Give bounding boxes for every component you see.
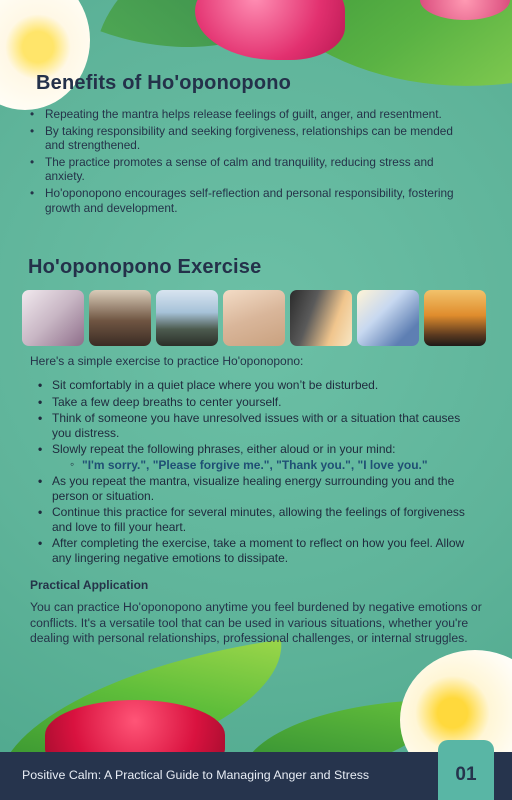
photo-silhouette-sunset: [424, 290, 486, 346]
practical-heading: Practical Application: [30, 578, 149, 592]
exercise-heading: Ho'oponopono Exercise: [28, 256, 262, 278]
photo-woman-praying: [357, 290, 419, 346]
step-text: Slowly repeat the following phrases, either aloud or in your mind:: [52, 442, 396, 457]
step-text: Continue this practice for several minutes, allowing the feelings of forgiveness and love to fill your heart.: [52, 505, 465, 534]
list-item: • By taking responsibility and seeking forgiveness, relationships can be mended and strengthened.: [30, 124, 470, 153]
list-item: [38, 505, 478, 534]
step-text: Sit comfortably in a quiet place where you won’t be disturbed.: [52, 378, 379, 392]
benefits-heading: Benefits of Ho'oponopono: [36, 72, 292, 94]
list-item: [38, 474, 478, 503]
step-text: Take a few deep breaths to center yourself.: [52, 394, 282, 409]
list-item: • The practice promotes a sense of calm and tranquility, reducing stress and anxiety.: [30, 155, 470, 184]
list-item: [38, 395, 478, 409]
list-item: • Repeating the mantra helps release feelings of guilt, anger, and resentment.: [30, 107, 470, 122]
mantra-phrases: "I'm sorry.", "Please forgive me.", "Thank you.", "I love you.": [82, 457, 428, 472]
list-item: [38, 411, 478, 440]
photo-man-eyes-closed: [89, 290, 151, 346]
exercise-steps-list: [38, 378, 478, 567]
photo-woman-sunset: [290, 290, 352, 346]
list-item: • Ho'oponopono encourages self-reflection and personal responsibility, fostering growth and development.: [30, 186, 470, 215]
exercise-intro: Here's a simple exercise to practice Ho'oponopono:: [30, 354, 304, 368]
footer-title: Positive Calm: A Practical Guide to Managing Anger and Stress: [22, 768, 370, 782]
practical-paragraph: You can practice Ho'oponopono anytime you feel burdened by negative emotions or conflicts. It's a versatile tool that can be used in various situations, whether you're dealing with personal relationships, professional challenges, or internal struggles.: [30, 600, 482, 645]
list-item: [70, 458, 478, 472]
photo-person-by-lake: [156, 290, 218, 346]
photo-strip: [22, 290, 490, 346]
photo-woman-meditating: [22, 290, 84, 346]
phrases-sublist: [70, 458, 478, 472]
page-number: 01: [438, 740, 494, 800]
list-item: [38, 536, 478, 565]
list-item: [38, 378, 478, 392]
step-text: Think of someone you have unresolved issues with or a situation that causes you distress.: [52, 411, 461, 440]
photo-hands-on-heart: [223, 290, 285, 346]
step-text: After completing the exercise, take a moment to reflect on how you feel. Allow any lingering negative emotions to dissipate.: [52, 536, 465, 565]
list-item: [38, 442, 478, 472]
footer-bar: [0, 752, 512, 800]
benefits-list: [30, 107, 470, 217]
step-text: As you repeat the mantra, visualize healing energy surrounding you and the person or situation.: [52, 474, 455, 503]
